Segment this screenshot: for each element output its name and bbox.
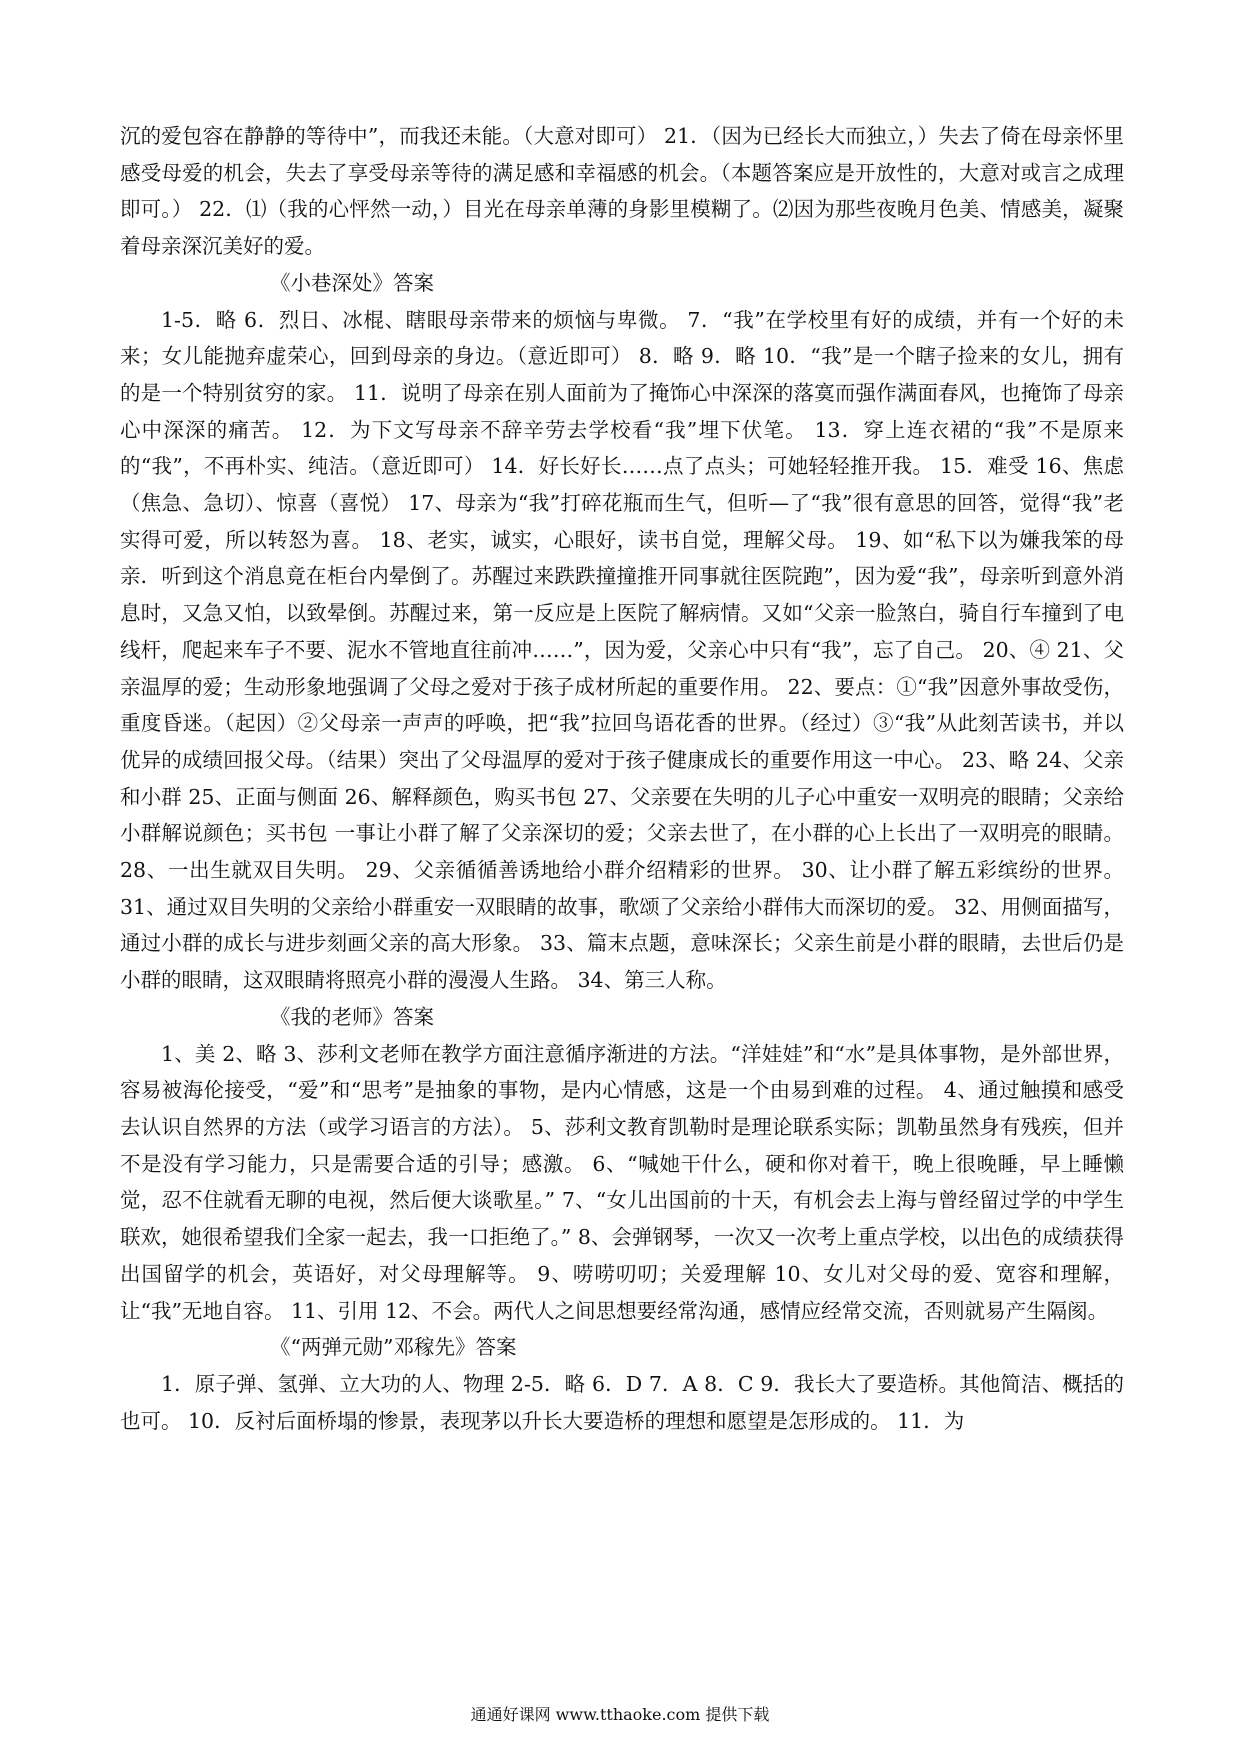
section-title-xiaoxiang: 《小巷深处》答案	[270, 270, 434, 295]
page-footer: 通通好课网 www.tthaoke.com 提供下载	[470, 1705, 770, 1724]
section-body-dengjiaxian: 1．原子弹、氢弹、立大功的人、物理 2-5．略 6．D 7．A 8．C 9．我长大了要造桥。其他简洁、概括的也可。 10．反衬后面桥塌的惨景，表现茅以升长大要造桥的理想和愿望是怎形成的。 11．为	[120, 1371, 1124, 1433]
section-title-dengjiaxian: 《“两弹元勋”邓稼先》答案	[270, 1335, 517, 1360]
section-body-xiaoxiang: 1-5．略 6．烈日、冰棍、瞎眼母亲带来的烦恼与卑微。 7．“我”在学校里有好的成绩，并有一个好的未来；女儿能抛弃虚荣心，回到母亲的身边。（意近即可） 8．略 9．略 10．“我”是一个瞎子捡来的女儿，拥有的是一个特别贫穷的家。 11．说明了母亲在别人面前为了掩饰心中深深的落寞而强作满面春风，也掩饰了母亲心中深深的痛苦。 12．为下文写母亲不辞辛劳去学校看“我”埋下伏笔。 13．穿上连衣裙的“我”不是原来的“我”，不再朴实、纯洁。（意近即可） 14．好长好长……点了点头；可她轻轻推开我。 15．难受 16、焦虑（焦急、急切）、惊喜（喜悦） 17、母亲为“我”打碎花瓶而生气，但听—了“我”很有意思的回答，觉得“我”老实得可爱，所以转怒为喜。 18、老实，诚实，心眼好，读书自觉，理解父母。 19、如“私下以为嫌我笨的母亲．听到这个消息竟在柜台内晕倒了。苏醒过来跌跌撞撞推开同事就往医院跑”，因为爱“我”，母亲听到意外消息时，又急又怕，以致晕倒。苏醒过来，第一反应是上医院了解病情。又如“父亲一脸煞白，骑自行车撞到了电线杆，爬起来车子不要、泥水不管地直往前冲……”，因为爱，父亲心中只有“我”，忘了自己。 20、④ 21、父亲温厚的爱；生动形象地强调了父母之爱对于孩子成材所起的重要作用。 22、要点：①“我”因意外事故受伤，重度昏迷。（起因）②父母亲一声声的呼唤，把“我”拉回鸟语花香的世界。（经过）③“我”从此刻苦读书，并以优异的成绩回报父母。（结果）突出了父母温厚的爱对于孩子健康成长的重要作用这一中心。 23、略 24、父亲和小群 25、正面与侧面 26、解释颜色，购买书包 27、父亲要在失明的儿子心中重安一双明亮的眼睛；父亲给小群解说颜色；买书包 一事让小群了解了父亲深切的爱；父亲去世了，在小群的心上长出了一双明亮的眼睛。 28、一出生就双目失明。 29、父亲循循善诱地给小群介绍精彩的世界。 30、让小群了解五彩缤纷的世界。 31、通过双目失明的父亲给小群重安一双眼睛的故事，歌颂了父亲给小群伟大而深切的爱。 32、用侧面描写，通过小群的成长与进步刻画父亲的高大形象。 33、篇末点题，意味深长；父亲生前是小群的眼睛，去世后仍是小群的眼睛，这双眼睛将照亮小群的漫漫人生路。 34、第三人称。	[120, 307, 1124, 993]
answer-text-body	[120, 118, 1124, 1439]
section-body-wodelaoshi: 1、美 2、略 3、莎利文老师在教学方面注意循序渐进的方法。“洋娃娃”和“水”是具体事物，是外部世界，容易被海伦接受，“爱”和“思考”是抽象的事物，是内心情感，这是一个由易到难的过程。 4、通过触摸和感受去认识自然界的方法（或学习语言的方法）。 5、莎利文教育凯勒时是理论联系实际；凯勒虽然身有残疾，但并不是没有学习能力，只是需要合适的引导；感激。 6、“喊她干什么，硬和你对着干，晚上很晚睡，早上睡懒觉，忍不住就看无聊的电视，然后便大谈歌星。” 7、“女儿出国前的十天，有机会去上海与曾经留过学的中学生联欢，她很希望我们全家一起去，我一口拒绝了。” 8、会弹钢琴，一次又一次考上重点学校，以出色的成绩获得出国留学的机会，英语好，对父母理解等。 9、唠唠叨叨；关爱理解 10、女儿对父母的爱、宽容和理解，让“我”无地自容。 11、引用 12、不会。两代人之间思想要经常沟通，感情应经常交流，否则就易产生隔阂。	[120, 1041, 1124, 1323]
section-title-wodelaoshi: 《我的老师》答案	[270, 1004, 434, 1029]
intro-paragraph: 沉的爱包容在静静的等待中”，而我还未能。（大意对即可） 21．（因为已经长大而独立，）失去了倚在母亲怀里感受母爱的机会，失去了享受母亲等待的满足感和幸福感的机会。（本题答案应是开放性的，大意对或言之成理即可。） 22．⑴（我的心怦然一动，）目光在母亲单薄的身影里模糊了。⑵因为那些夜晚月色美、情感美，凝聚着母亲深沉美好的爱。	[120, 124, 1124, 259]
